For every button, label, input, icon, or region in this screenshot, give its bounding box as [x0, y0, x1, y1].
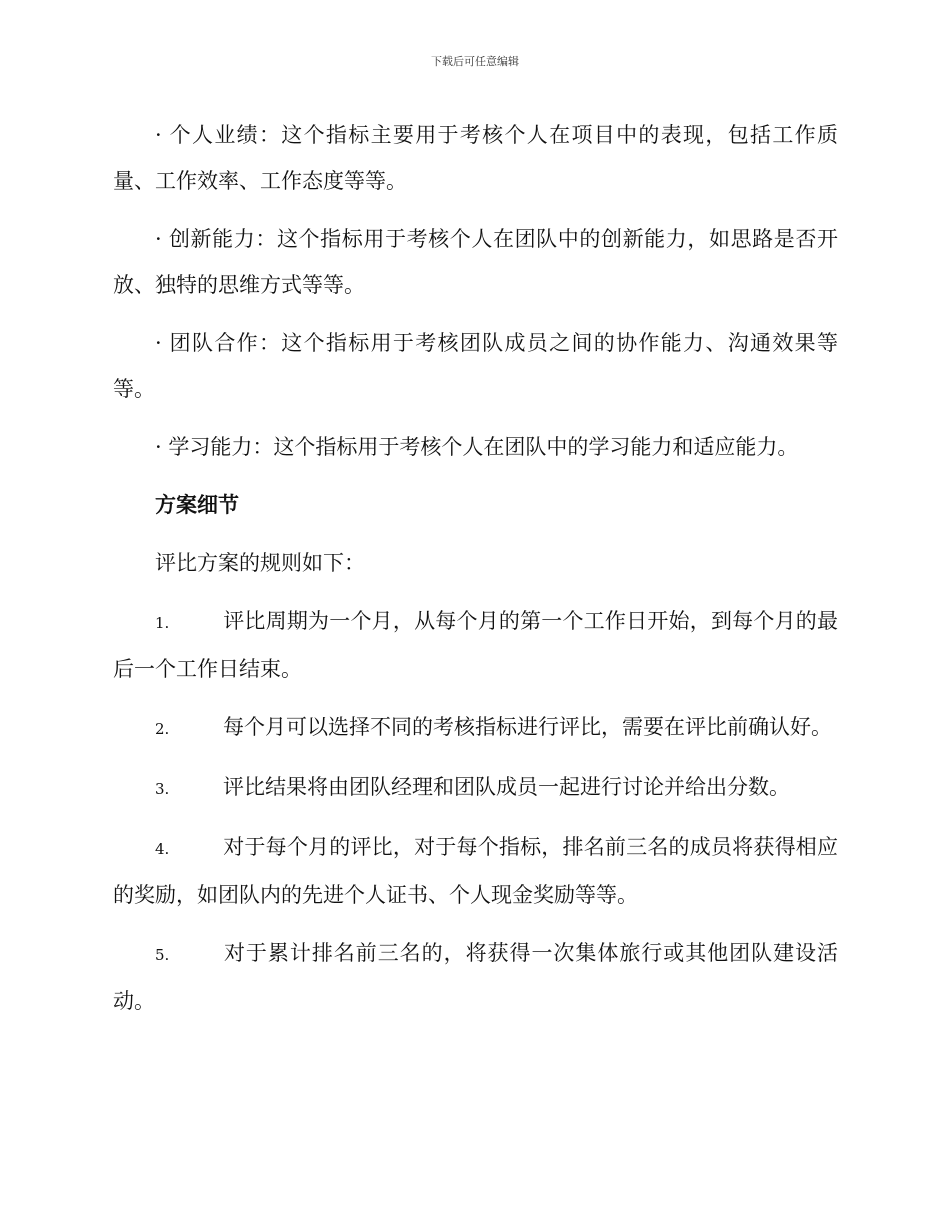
rule-item-4	[113, 824, 838, 918]
bullet-teamwork: · 团队合作：这个指标用于考核团队成员之间的协作能力、沟通效果等等。	[113, 331, 838, 401]
page-header-note: 下载后可任意编辑	[431, 55, 519, 68]
rule-item-1	[113, 598, 838, 692]
rule-number: 3.	[155, 780, 170, 798]
document-body	[113, 112, 838, 1036]
section-intro: 评比方案的规则如下：	[155, 551, 365, 575]
bullet-innovation: · 创新能力：这个指标用于考核个人在团队中的创新能力，如思路是否开放、独特的思维方式等等。	[113, 227, 838, 297]
section-heading: 方案细节	[155, 492, 239, 517]
rule-text: 每个月可以选择不同的考核指标进行评比，需要在评比前确认好。	[223, 715, 832, 739]
rule-item-2	[113, 704, 838, 752]
rule-text: 评比周期为一个月，从每个月的第一个工作日开始，到每个月的最后一个工作日结束。	[113, 609, 838, 681]
rule-number: 1.	[155, 614, 170, 632]
rule-text: 评比结果将由团队经理和团队成员一起进行讨论并给出分数。	[223, 775, 790, 799]
rule-item-5	[113, 930, 838, 1024]
rule-number: 5.	[155, 946, 170, 964]
rule-number: 4.	[155, 840, 170, 858]
rule-number: 2.	[155, 720, 170, 738]
bullet-learning: · 学习能力：这个指标用于考核个人在团队中的学习能力和适应能力。	[155, 435, 799, 459]
bullet-individual-performance: · 个人业绩：这个指标主要用于考核个人在项目中的表现，包括工作质量、工作效率、工作态度等等。	[113, 123, 838, 193]
rule-text: 对于每个月的评比，对于每个指标，排名前三名的成员将获得相应的奖励，如团队内的先进个人证书、个人现金奖励等等。	[113, 835, 838, 907]
rule-text: 对于累计排名前三名的，将获得一次集体旅行或其他团队建设活动。	[113, 941, 838, 1013]
rule-item-3	[113, 764, 838, 812]
